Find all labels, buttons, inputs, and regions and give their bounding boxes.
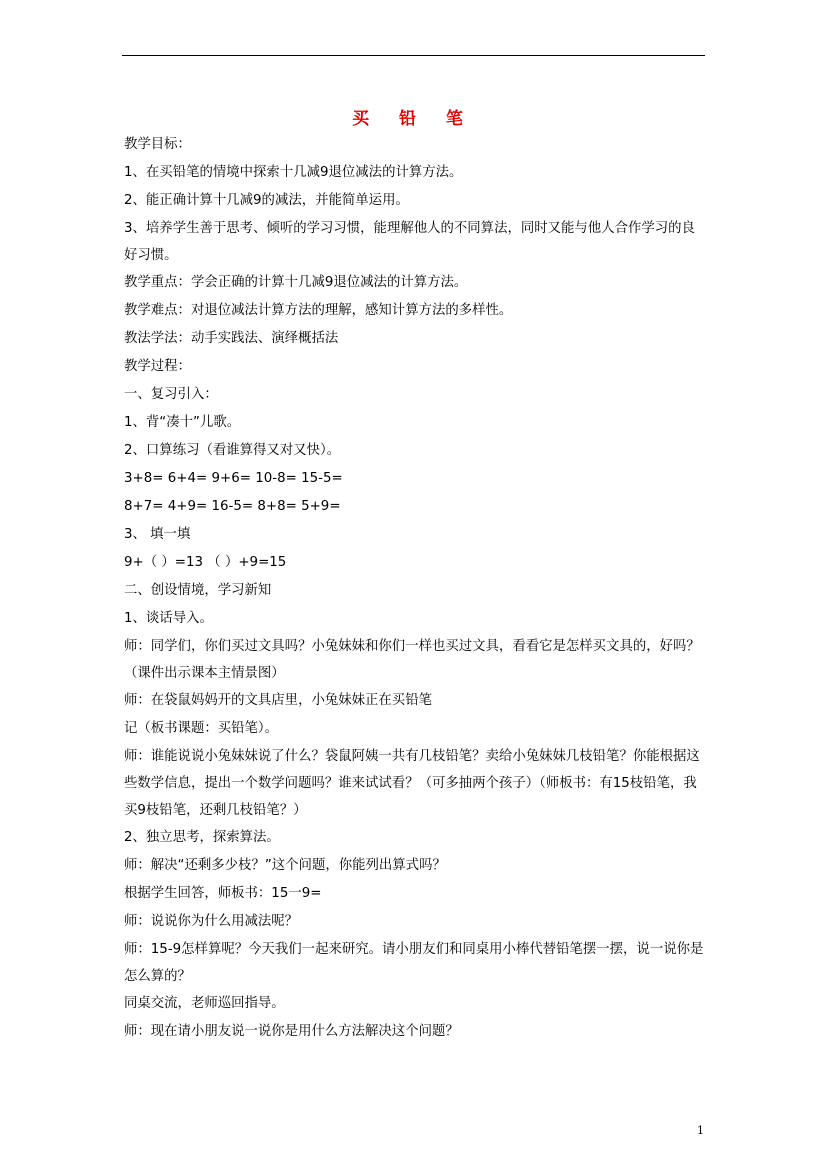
paragraph-teacher-6: 师：15-9怎样算呢？今天我们一起来研究。请小朋友们和同桌用小棒代替铅笔摆一摆，说一说你是怎么算的？ bbox=[124, 942, 704, 984]
paragraph-teacher-4: 师：解决“还剩多少枝？”这个问题，你能列出算式吗？ bbox=[124, 858, 446, 873]
paragraph-teacher-2: 师：在袋鼠妈妈开的文具店里，小兔妹妹正在买铅笔 bbox=[124, 693, 432, 708]
paragraph-teacher-7: 师：现在请小朋友说一说你是用什么方法解决这个问题？ bbox=[124, 1024, 459, 1039]
paragraph-difficulties: 教学难点：对退位减法计算方法的理解，感知计算方法的多样性。 bbox=[124, 303, 513, 318]
paragraph-section-1: 一、复习引入： bbox=[124, 387, 218, 402]
header-rule bbox=[122, 55, 705, 56]
paragraph-board-equation: 根据学生回答，师板书：15一9= bbox=[124, 886, 322, 901]
document-title: 买 铅 笔 bbox=[352, 109, 475, 129]
paragraph-fill-in: 3、 填一填 bbox=[124, 527, 191, 542]
paragraph-equations-row-1: 3+8= 6+4= 9+6= 10-8= 15-5= bbox=[124, 471, 343, 486]
document-body bbox=[124, 131, 707, 1046]
paragraph-section-2: 二、创设情境，学习新知 bbox=[124, 583, 272, 598]
paragraph-process-heading: 教学过程： bbox=[124, 359, 191, 374]
page-number: 1 bbox=[697, 1124, 704, 1137]
paragraph-teacher-3: 师：谁能说说小兔妹妹说了什么？袋鼠阿姨一共有几枝铅笔？卖给小兔妹妹几枝铅笔？你能根据这些数学信息，提出一个数学问题吗？谁来试试看？（可多抽两个孩子）（师板书：有15枝铅笔，我买9枝铅笔，还剩几枝铅笔？） bbox=[124, 749, 700, 818]
paragraph-fill-in-equations: 9+（ ）=13 （ ）+9=15 bbox=[124, 555, 287, 570]
paragraph-peer-exchange: 同桌交流，老师巡回指导。 bbox=[124, 996, 285, 1011]
paragraph-recite: 1、背“凑十”儿歌。 bbox=[124, 415, 241, 430]
paragraph-objective-2: 2、能正确计算十几减9的减法，并能简单运用。 bbox=[124, 193, 409, 208]
paragraph-key-points: 教学重点：学会正确的计算十几减9退位减法的计算方法。 bbox=[124, 275, 468, 290]
paragraph-objective-3: 3、培养学生善于思考、倾听的学习习惯，能理解他人的不同算法，同时又能与他人合作学习的良好习惯。 bbox=[124, 221, 695, 263]
paragraph-methods: 教法学法：动手实践法、演绎概括法 bbox=[124, 331, 339, 346]
paragraph-objective-1: 1、在买铅笔的情境中探索十几减9退位减法的计算方法。 bbox=[124, 165, 463, 180]
paragraph-objectives-heading: 教学目标： bbox=[124, 137, 191, 152]
paragraph-oral-practice: 2、口算练习（看谁算得又对又快）。 bbox=[124, 443, 341, 458]
paragraph-teacher-5: 师：说说你为什么用减法呢？ bbox=[124, 914, 299, 929]
paragraph-intro-talk: 1、谈话导入。 bbox=[124, 611, 213, 626]
paragraph-equations-row-2: 8+7= 4+9= 16-5= 8+8= 5+9= bbox=[124, 499, 341, 514]
paragraph-teacher-1: 师：同学们，你们买过文具吗？小兔妹妹和你们一样也买过文具，看看它是怎样买文具的，好吗？（课件出示课本主情景图） bbox=[124, 639, 700, 681]
paragraph-board-title: 记（板书课题：买铅笔）。 bbox=[124, 721, 278, 736]
paragraph-independent-thinking: 2、独立思考，探索算法。 bbox=[124, 830, 280, 845]
